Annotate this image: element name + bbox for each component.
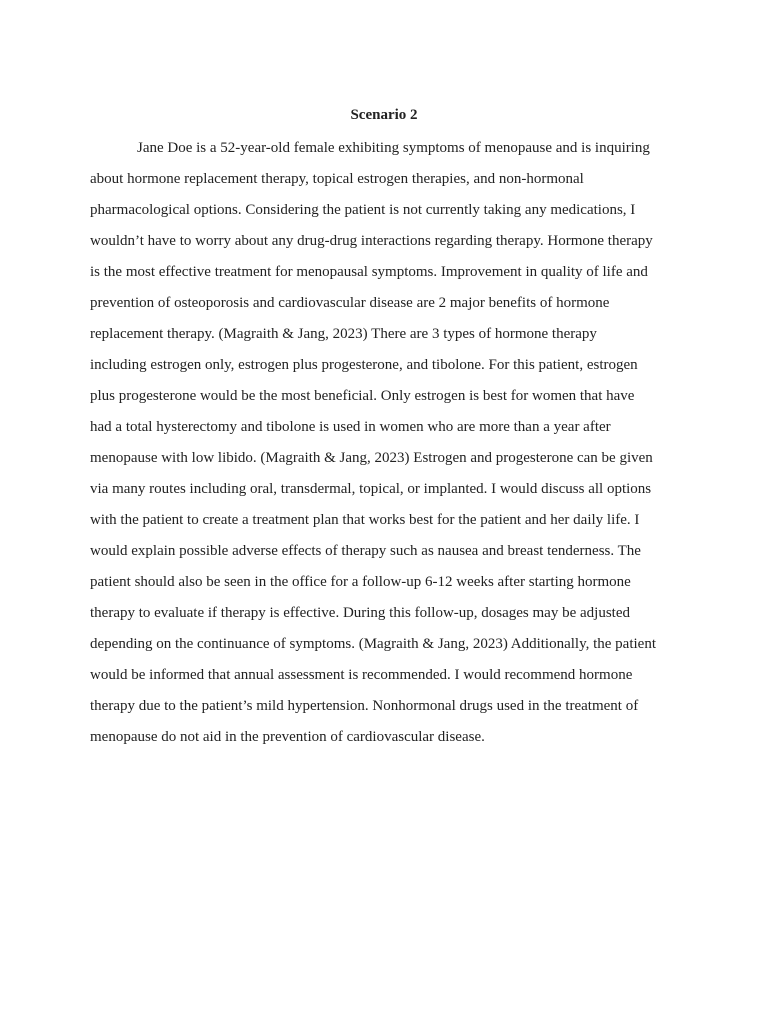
text-line: would be informed that annual assessment is recommended. I would recommend hormone (90, 667, 633, 683)
document-title: Scenario 2 (350, 107, 418, 123)
text-line: including estrogen only, estrogen plus progesterone, and tibolone. For this patient, estrogen (90, 357, 638, 373)
text-line: therapy due to the patient’s mild hypertension. Nonhormonal drugs used in the treatment of (90, 698, 639, 714)
text-line: would explain possible adverse effects of therapy such as nausea and breast tenderness. The (90, 543, 641, 559)
text-line: therapy to evaluate if therapy is effective. During this follow-up, dosages may be adjusted (90, 605, 630, 621)
text-line: via many routes including oral, transdermal, topical, or implanted. I would discuss all options (90, 481, 652, 497)
text-line: pharmacological options. Considering the patient is not currently taking any medications, I (90, 202, 636, 218)
text-line: had a total hysterectomy and tibolone is used in women who are more than a year after (90, 419, 611, 435)
text-line: patient should also be seen in the office for a follow-up 6-12 weeks after starting hormone (90, 574, 631, 590)
document-body (90, 103, 678, 753)
text-line: depending on the continuance of symptoms. (Magraith & Jang, 2023) Additionally, the patient (90, 636, 657, 652)
text-line: replacement therapy. (Magraith & Jang, 2023) There are 3 types of hormone therapy (90, 326, 597, 342)
text-line: menopause with low libido. (Magraith & Jang, 2023) Estrogen and progesterone can be given (90, 450, 653, 466)
body-paragraph (90, 133, 678, 753)
text-line: is the most effective treatment for menopausal symptoms. Improvement in quality of life and (90, 264, 648, 280)
text-line: plus progesterone would be the most beneficial. Only estrogen is best for women that have (90, 388, 635, 404)
text-line: wouldn’t have to worry about any drug-drug interactions regarding therapy. Hormone therapy (90, 233, 653, 249)
text-line: with the patient to create a treatment plan that works best for the patient and her daily life. I (90, 512, 640, 528)
text-line: prevention of osteoporosis and cardiovascular disease are 2 major benefits of hormone (90, 295, 610, 311)
text-line: Jane Doe is a 52-year-old female exhibiting symptoms of menopause and is inquiring (137, 140, 650, 156)
text-line: menopause do not aid in the prevention of cardiovascular disease. (90, 729, 485, 745)
text-line: about hormone replacement therapy, topical estrogen therapies, and non-hormonal (90, 171, 584, 187)
